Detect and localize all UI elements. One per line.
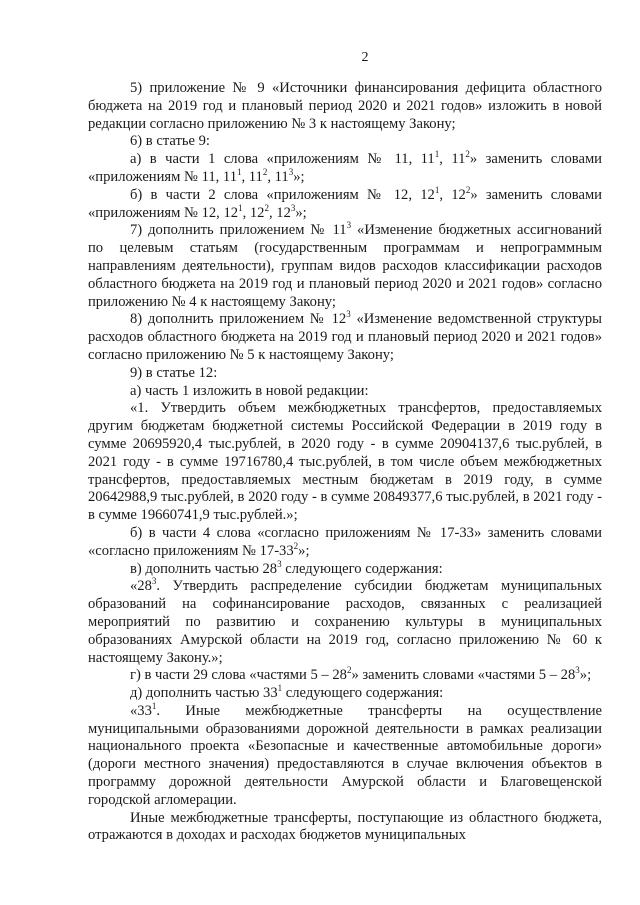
paragraph: «$28^3$. Утвердить распределение субсидии бюджетам муниципальных образований на софинансирование расходов, связанных с реализацией мероприятий по развитию и сохранению культуры в муниципальных образованиях Амурской области на 2019 год, согласно приложению № 60 к настоящему Закону.»; bbox=[88, 576, 602, 666]
paragraph: 8) дополнить приложением № $12^3$ «Изменение ведомственной структуры расходов областного бюджета на 2019 год и плановый период 2020 и 2021 годов» согласно приложению № 5 к настоящему Закону; bbox=[88, 309, 602, 363]
document-body bbox=[88, 80, 602, 845]
paragraph: б) в части 2 слова «приложениям № 12, $12^1$, $12^2$» заменить словами «приложениям № 12, $12^1$, $12^2$, $12^3$»; bbox=[88, 184, 602, 221]
paragraph: «1. Утвердить объем межбюджетных трансфертов, предоставляемых другим бюджетам бюджетной системы Российской Федерации в 2019 году в сумме 20695920,4 тыс.рублей, в 2020 году - в сумме 20904137,6 тыс.рублей, в 2021 году - в сумме 19716780,4 тыс.рублей, в том числе объем межбюджетных трансфертов, предоставляемых местным бюджетам в 2019 году, в сумме 20642988,9 тыс.рублей, в 2020 году - в сумме 20849377,6 тыс.рублей, в 2021 году - в сумме 19660741,9 тыс.рублей.»; bbox=[88, 400, 602, 524]
paragraph: 5) приложение № 9 «Источники финансирования дефицита областного бюджета на 2019 год и плановый период 2020 и 2021 годов» изложить в новой редакции согласно приложению № 3 к настоящему Закону; bbox=[88, 80, 602, 132]
paragraph: «$33^1$. Иные межбюджетные трансферты на осуществление муниципальными образованиями дорожной деятельности в рамках реализации национального проекта «Безопасные и качественные автомобильные дороги» (дороги местного значения) предоставляются в случае включения объектов в программу дорожной деятельности Амурской области и Благовещенской городской агломерации. bbox=[88, 701, 602, 808]
paragraph: д) дополнить частью $33^1$ следующего содержания: bbox=[130, 683, 444, 702]
paragraph: б) в части 4 слова «согласно приложениям № 17-33» заменить словами «согласно приложениям № $17-33^2$»; bbox=[88, 524, 602, 559]
page-number: 2 bbox=[361, 50, 369, 65]
paragraph: а) часть 1 изложить в новой редакции: bbox=[130, 382, 369, 399]
paragraph: 6) в статье 9: bbox=[130, 133, 210, 150]
paragraph: 7) дополнить приложением № $11^3$ «Изменение бюджетных ассигнований по целевым статьям (государственным программам и непрограммным направлениям деятельности), группам видов расходов классификации расходов областного бюджета на 2019 год и плановый период 2020 и 2021 годов» согласно приложению № 4 к настоящему Закону; bbox=[88, 220, 602, 310]
paragraph: Иные межбюджетные трансферты, поступающие из областного бюджета, отражаются в доходах и расходах бюджетов муниципальных bbox=[88, 809, 602, 844]
paragraph: в) дополнить частью $28^3$ следующего содержания: bbox=[130, 558, 443, 577]
paragraph: 9) в статье 12: bbox=[130, 364, 218, 381]
paragraph: а) в части 1 слова «приложениям № 11, $11^1$, $11^2$» заменить словами «приложениям № 11, $11^1$, $11^2$, $11^3$»; bbox=[88, 149, 602, 185]
paragraph: г) в части 29 слова «частями $5 - 28^2$» заменить словами «частями $5 - 28^3$»; bbox=[130, 665, 592, 684]
